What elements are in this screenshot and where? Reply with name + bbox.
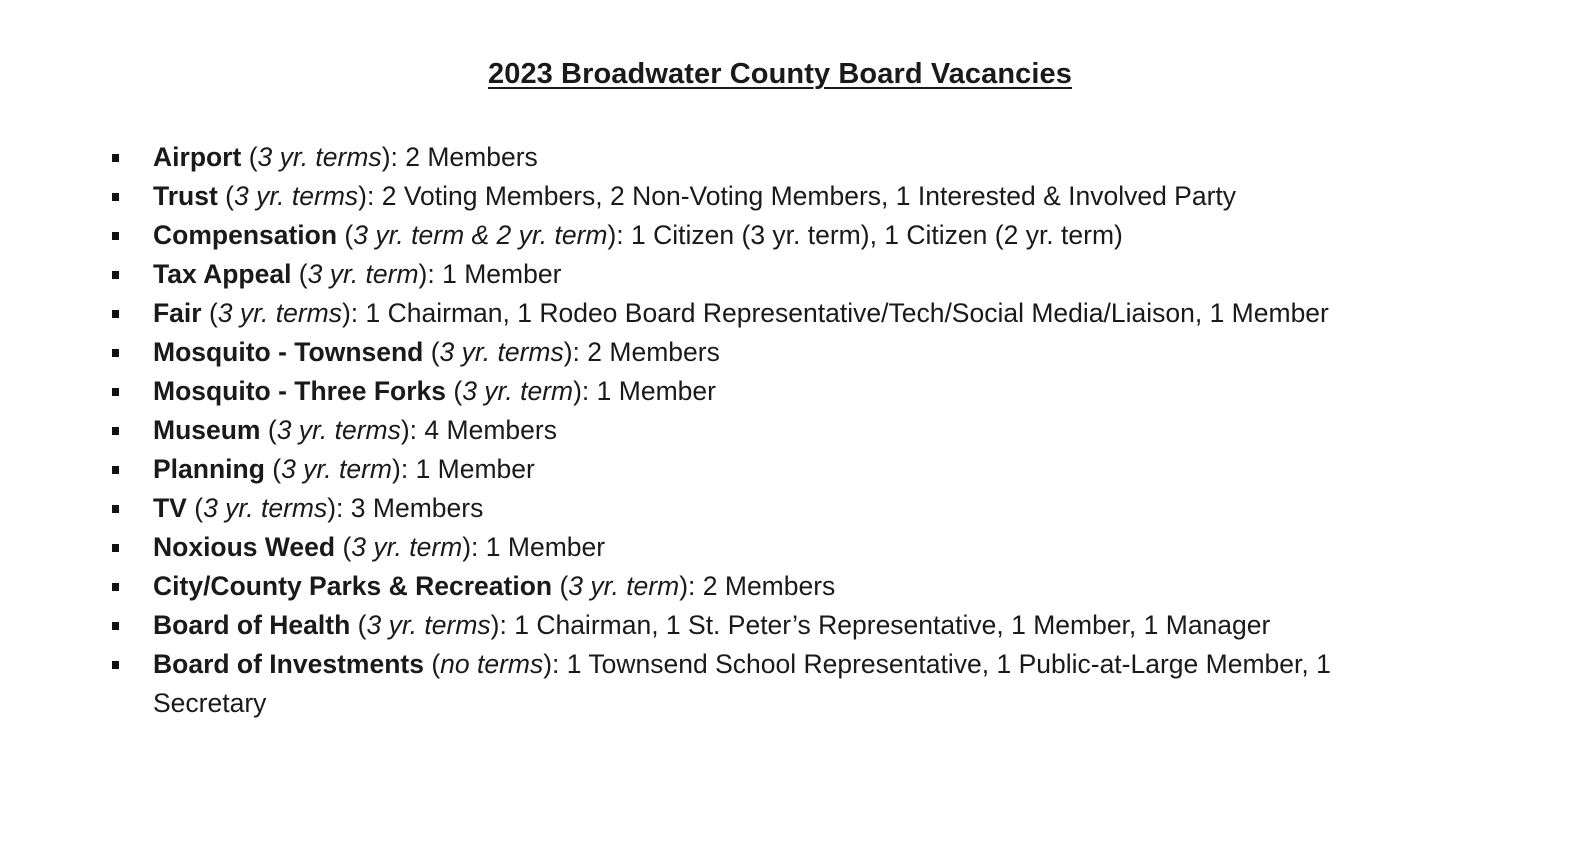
list-item: Planning (3 yr. term): 1 Member (0, 450, 1453, 489)
board-vacancies: 4 Members (424, 415, 557, 445)
board-vacancies: 2 Voting Members, 2 Non-Voting Members, 1 Interested & Involved Party (381, 181, 1237, 211)
board-term: 3 yr. terms (366, 610, 491, 640)
board-vacancies: 1 Chairman, 1 Rodeo Board Representative/Tech/Social Media/Liaison, 1 Member (365, 298, 1329, 328)
bullet-icon (112, 583, 119, 591)
board-name: Fair (153, 298, 202, 328)
board-vacancies: 1 Member (485, 532, 606, 562)
list-item: Museum (3 yr. terms): 4 Members (0, 411, 1453, 450)
bullet-icon (112, 232, 119, 240)
board-term: 3 yr. term (351, 532, 463, 562)
list-item: Trust (3 yr. terms): 2 Voting Members, 2 Non-Voting Members, 1 Interested & Involved Party (0, 177, 1453, 216)
board-name: Noxious Weed (153, 532, 336, 562)
board-name: City/County Parks & Recreation (153, 571, 553, 601)
board-name: Board of Investments (153, 649, 424, 679)
list-item: City/County Parks & Recreation (3 yr. term): 2 Members (0, 567, 1453, 606)
board-term: 3 yr. terms (439, 337, 564, 367)
board-name: Mosquito - Three Forks (153, 376, 446, 406)
board-term: no terms (440, 649, 544, 679)
bullet-icon (112, 544, 119, 552)
board-term: 3 yr. terms (257, 142, 382, 172)
list-item: Noxious Weed (3 yr. term): 1 Member (0, 528, 1453, 567)
document-title: 2023 Broadwater County Board Vacancies (487, 58, 1073, 90)
board-vacancies-continued: Secretary (153, 688, 267, 718)
bullet-icon (112, 193, 119, 201)
board-term: 3 yr. term (307, 259, 419, 289)
board-vacancies: 1 Citizen (3 yr. term), 1 Citizen (2 yr. term) (631, 220, 1123, 250)
board-term: 3 yr. term & 2 yr. term (353, 220, 608, 250)
board-term: 3 yr. terms (276, 415, 401, 445)
board-name: Board of Health (153, 610, 351, 640)
bullet-icon (112, 310, 119, 318)
board-name: Tax Appeal (153, 259, 292, 289)
board-term: 3 yr. terms (233, 181, 359, 211)
list-item: Mosquito - Townsend (3 yr. terms): 2 Members (0, 333, 1453, 372)
board-name: Mosquito - Townsend (153, 337, 424, 367)
board-vacancies: 2 Members (702, 571, 836, 601)
list-item: TV (3 yr. terms): 3 Members (0, 489, 1453, 528)
list-item: Compensation (3 yr. term & 2 yr. term): 1 Citizen (3 yr. term), 1 Citizen (2 yr. term) (0, 216, 1453, 255)
list-item: Airport (3 yr. terms): 2 Members (0, 138, 1453, 177)
bullet-icon (112, 271, 119, 279)
board-term: 3 yr. term (462, 376, 574, 406)
list-item: Fair (3 yr. terms): 1 Chairman, 1 Rodeo Board Representative/Tech/Social Media/Liaison, 1 Member (0, 294, 1453, 333)
bullet-icon (112, 661, 119, 669)
bullet-icon (112, 427, 119, 435)
bullet-icon (112, 388, 119, 396)
list-item: Board of Investments (no terms): 1 Townsend School Representative, 1 Public-at-Large Member, 1 Secretary (0, 645, 1453, 723)
bullet-icon (112, 349, 119, 357)
board-name: Airport (153, 142, 242, 172)
board-vacancies: 2 Members (405, 142, 538, 172)
board-vacancies: 2 Members (587, 337, 720, 367)
list-item: Board of Health (3 yr. terms): 1 Chairman, 1 St. Peter’s Representative, 1 Member, 1 Manager (0, 606, 1453, 645)
board-term: 3 yr. terms (203, 493, 328, 523)
bullet-icon (112, 154, 119, 162)
list-item: Mosquito - Three Forks (3 yr. term): 1 Member (0, 372, 1453, 411)
board-term: 3 yr. terms (217, 298, 342, 328)
board-vacancies: 1 Townsend School Representative, 1 Public-at-Large Member, 1 (566, 649, 1331, 679)
board-vacancies: 1 Chairman, 1 St. Peter’s Representative, 1 Member, 1 Manager (514, 610, 1271, 640)
board-name: Trust (153, 181, 218, 211)
board-vacancy-list (0, 138, 1453, 723)
bullet-icon (112, 505, 119, 513)
board-vacancies: 1 Member (415, 454, 535, 484)
board-vacancies: 3 Members (350, 493, 484, 523)
board-vacancies: 1 Member (596, 376, 716, 406)
bullet-icon (112, 622, 119, 630)
board-term: 3 yr. term (281, 454, 392, 484)
board-vacancies: 1 Member (442, 259, 562, 289)
board-name: Planning (153, 454, 265, 484)
board-name: Compensation (153, 220, 338, 250)
board-name: TV (153, 493, 187, 523)
list-item: Tax Appeal (3 yr. term): 1 Member (0, 255, 1453, 294)
bullet-icon (112, 466, 119, 474)
board-name: Museum (153, 415, 261, 445)
board-term: 3 yr. term (568, 571, 680, 601)
